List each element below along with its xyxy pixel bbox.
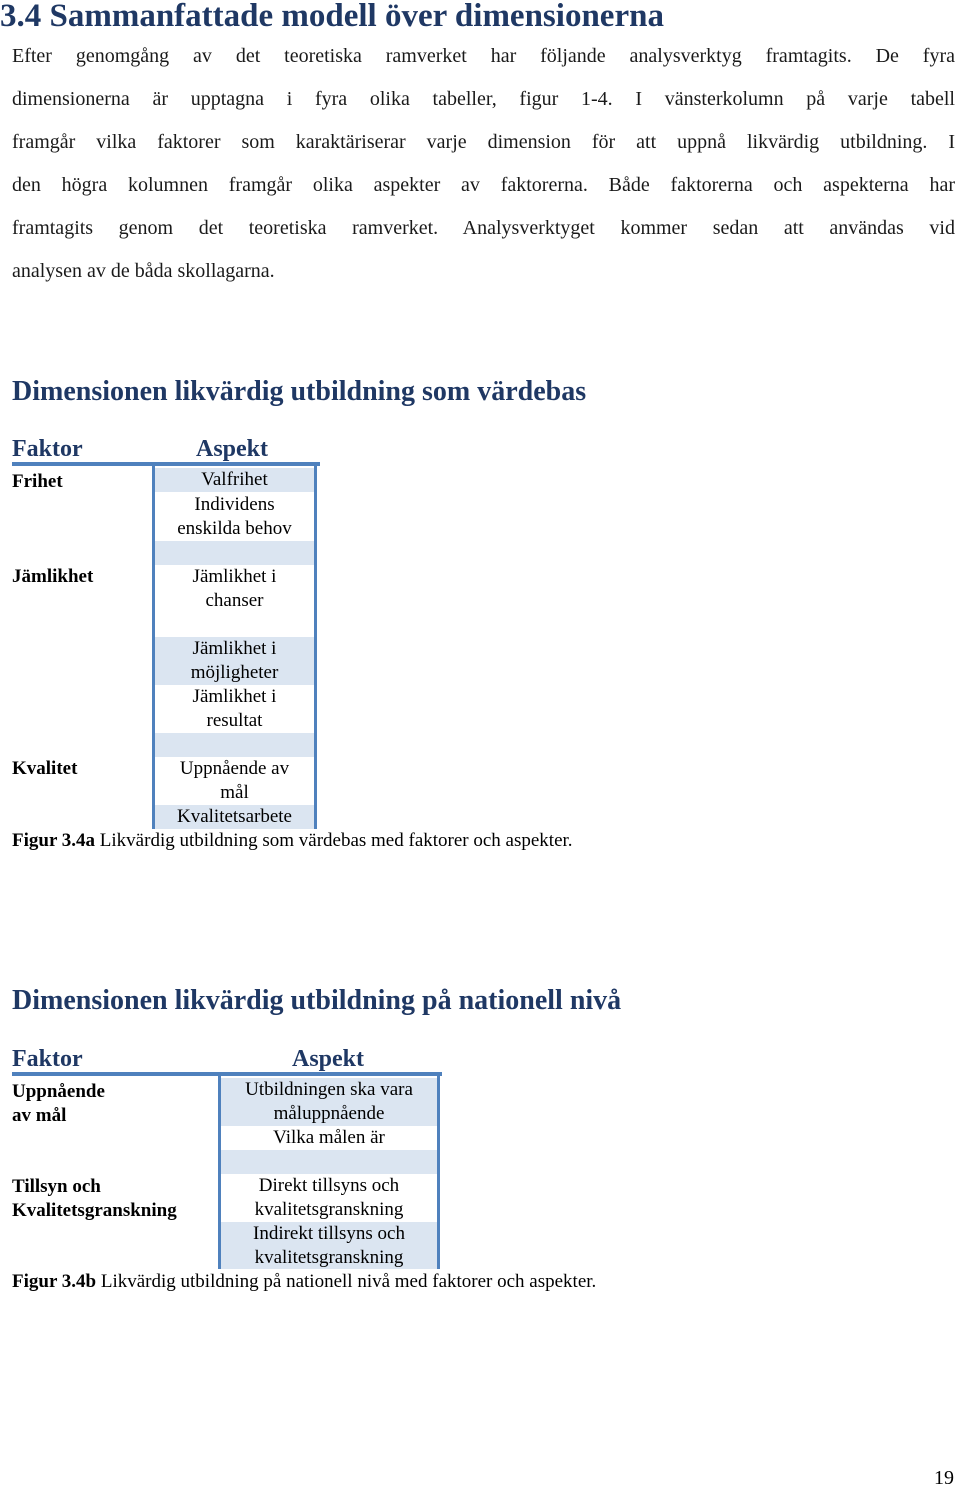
header-rule: [12, 462, 320, 466]
column-header-faktor: Faktor: [12, 436, 83, 462]
faktor-label: Jämlikhet: [12, 566, 94, 587]
faktor-label: Tillsyn och Kvalitetsgranskning: [12, 1176, 177, 1221]
aspect-cell: Jämlikhet i möjligheter: [190, 638, 279, 683]
aspect-cell: Uppnående av mål: [179, 758, 290, 803]
aspect-cell: Jämlikhet i resultat: [192, 686, 277, 731]
empty-band: [221, 1150, 437, 1174]
empty-band: [155, 541, 314, 565]
aspect-cell: Individens enskilda behov: [177, 494, 292, 539]
column-rule-right: [437, 1076, 440, 1269]
dimension-heading: Dimensionen likvärdig utbildning som värdebas: [12, 376, 587, 407]
caption-text: Likvärdig utbildning på nationell nivå med faktorer och aspekter.: [96, 1271, 597, 1292]
paragraph-line: analysen av de båda skollagarna.: [12, 260, 275, 282]
aspect-cell: Indirekt tillsyns och kvalitetsgranskning: [253, 1223, 405, 1268]
figure-caption: [12, 829, 573, 853]
section-title: 3.4 Sammanfattade modell över dimensionerna: [0, 0, 664, 34]
paragraph-line: framtagits genom det teoretiska ramverket. Analysverktyget kommer sedan att användas vid: [12, 217, 955, 239]
caption-label: Figur 3.4a: [12, 830, 96, 851]
paragraph-line: framgår vilka faktorer som karaktäriserar varje dimension för att uppnå likvärdig utbildning. I: [12, 131, 955, 153]
faktor-label: Uppnående av mål: [12, 1081, 105, 1126]
paragraph-line: Efter genomgång av det teoretiska ramverket har följande analysverktyg framtagits. De fyra: [12, 45, 955, 67]
aspect-cell: Kvalitetsarbete: [176, 806, 292, 827]
header-rule: [12, 1072, 442, 1076]
faktor-label: Frihet: [12, 471, 63, 492]
paragraph-line: den högra kolumnen framgår olika aspekter av faktorerna. Både faktorerna och aspekterna har: [12, 174, 955, 196]
caption-label: Figur 3.4b: [12, 1271, 97, 1292]
caption-text: Likvärdig utbildning som värdebas med faktorer och aspekter.: [95, 830, 573, 851]
empty-band: [155, 733, 314, 757]
page-number: 19: [934, 1467, 954, 1489]
paragraph-line: dimensionerna är upptagna i fyra olika tabeller, figur 1-4. I vänsterkolumn på varje tabell: [12, 88, 955, 110]
aspect-cell: Jämlikhet i chanser: [192, 566, 277, 611]
column-header-faktor: Faktor: [12, 1046, 83, 1072]
dimension-heading: Dimensionen likvärdig utbildning på nationell nivå: [12, 985, 622, 1016]
faktor-label: Kvalitet: [12, 758, 78, 779]
figure-caption: [12, 1270, 596, 1294]
aspect-cell: Direkt tillsyns och kvalitetsgranskning: [254, 1175, 404, 1220]
column-header-aspekt: Aspekt: [292, 1046, 365, 1072]
aspect-cell: Valfrihet: [201, 469, 268, 490]
aspect-cell: Utbildningen ska vara måluppnående: [245, 1079, 413, 1124]
column-rule-right: [314, 466, 317, 829]
aspect-cell: Vilka målen är: [273, 1127, 385, 1148]
column-header-aspekt: Aspekt: [196, 436, 269, 462]
